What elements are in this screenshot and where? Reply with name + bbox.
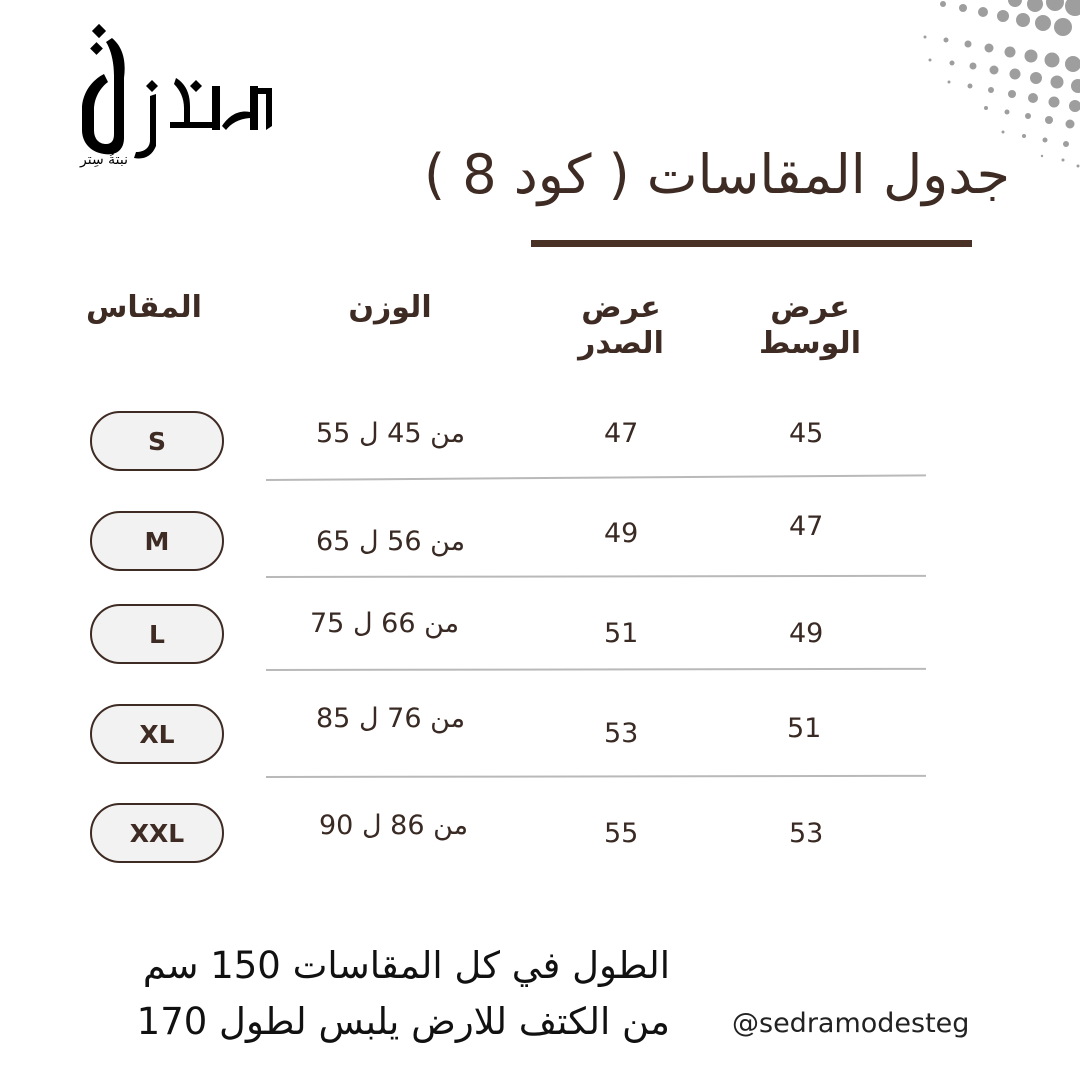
column-header-chest-width bbox=[566, 290, 676, 362]
waist-width-m: 47 bbox=[789, 511, 824, 542]
length-note-line2: من الكتف للارض يلبس لطول 170 bbox=[136, 1000, 670, 1043]
chest-width-xl: 53 bbox=[604, 718, 639, 749]
chest-width-l: 51 bbox=[604, 618, 639, 649]
weight-range-l: من 66 ل 75 bbox=[310, 608, 460, 639]
waist-width-l: 49 bbox=[789, 618, 824, 649]
brand-logo bbox=[72, 18, 287, 168]
column-header-weight: الوزن bbox=[348, 290, 432, 325]
logo-calligraphy-icon bbox=[72, 18, 287, 168]
waist-width-s: 45 bbox=[789, 418, 824, 449]
length-note bbox=[137, 938, 670, 1050]
column-header-size: المقاس bbox=[86, 290, 202, 325]
chest-width-xxl: 55 bbox=[604, 818, 639, 849]
chest-width-s: 47 bbox=[604, 418, 639, 449]
page-title: جدول المقاسات ( كود 8 ) bbox=[424, 143, 1010, 206]
size-badge-xl: XL bbox=[90, 704, 224, 764]
row-divider bbox=[266, 668, 926, 671]
waist-width-xl: 51 bbox=[787, 713, 822, 744]
length-note-line1: الطول في كل المقاسات 150 سم bbox=[142, 944, 670, 987]
chest-width-m: 49 bbox=[604, 518, 639, 549]
weight-range-m: من 56 ل 65 bbox=[316, 526, 466, 557]
svg-text:نبتةُ سِتر: نبتةُ سِتر bbox=[80, 152, 128, 168]
chest-width-line2: الصدر bbox=[578, 326, 664, 361]
waist-width-xxl: 53 bbox=[789, 818, 824, 849]
column-header-waist-width bbox=[750, 290, 870, 362]
weight-range-xxl: من 86 ل 90 bbox=[319, 810, 469, 841]
waist-width-line1: عرض bbox=[770, 290, 850, 325]
size-badge-m: M bbox=[90, 511, 224, 571]
size-badge-s: S bbox=[90, 411, 224, 471]
chest-width-line1: عرض bbox=[581, 290, 661, 325]
row-divider bbox=[266, 775, 926, 778]
waist-width-line2: الوسط bbox=[759, 326, 861, 361]
social-handle: @sedramodesteg bbox=[732, 1008, 970, 1039]
title-underline-divider bbox=[531, 240, 972, 247]
weight-range-xl: من 76 ل 85 bbox=[316, 703, 466, 734]
weight-range-s: من 45 ل 55 bbox=[316, 418, 466, 449]
size-badge-xxl: XXL bbox=[90, 803, 224, 863]
row-divider bbox=[266, 575, 926, 578]
row-divider bbox=[266, 474, 926, 481]
size-badge-l: L bbox=[90, 604, 224, 664]
